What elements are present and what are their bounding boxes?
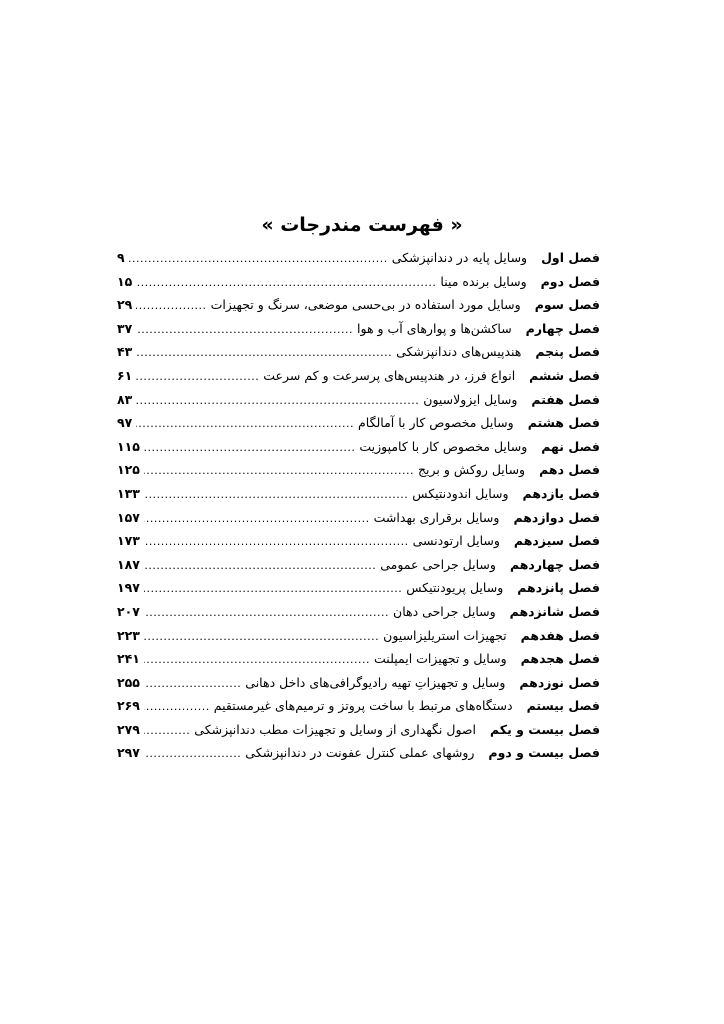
toc-topic: دستگاه‌های مرتبط با ساخت پروتز و ترمیم‌های غیرمستقیم bbox=[213, 698, 513, 714]
toc-topic: ساکشن‌ها و پوارهای آب و هوا bbox=[357, 320, 512, 336]
toc-page-number: ۴۳ bbox=[117, 344, 133, 360]
toc-dot-leader bbox=[144, 677, 241, 690]
toc-entry[interactable] bbox=[117, 392, 600, 416]
toc-chapter-label: فصل بیستم bbox=[526, 698, 600, 714]
toc-topic: وسایل پایه در دندانپزشکی bbox=[391, 250, 528, 265]
toc-chapter-label: فصل چهاردهم bbox=[509, 556, 600, 572]
toc-entry[interactable] bbox=[117, 745, 600, 769]
toc-page-number: ۲۵۵ bbox=[117, 674, 140, 690]
toc-topic: روشهای عملی کنترل عفونت در دندانپزشکی bbox=[245, 745, 475, 761]
toc-page-number: ۱۳۳ bbox=[117, 485, 140, 501]
toc-chapter-label: فصل شانزدهم bbox=[509, 603, 600, 619]
toc-entry[interactable] bbox=[117, 698, 600, 722]
toc-topic: وسایل و تجهیزاتِ تهیه رادیوگرافی‌های داخل دهانی bbox=[245, 674, 506, 690]
toc-entry[interactable] bbox=[117, 510, 600, 534]
toc-entry[interactable] bbox=[117, 368, 600, 392]
toc-chapter-label: فصل نهم bbox=[541, 438, 600, 454]
toc-entry[interactable] bbox=[117, 415, 600, 439]
toc-page-number: ۲۹ bbox=[117, 297, 133, 313]
toc-dot-leader bbox=[144, 535, 409, 548]
toc-chapter-label: فصل بیست و یکم bbox=[490, 721, 600, 737]
toc-topic: وسایل اندودنتیکس bbox=[412, 485, 509, 501]
toc-dot-leader bbox=[144, 630, 379, 643]
toc-page-number: ۱۲۵ bbox=[117, 462, 140, 478]
toc-page-number: ۹ bbox=[117, 250, 125, 265]
toc-topic: وسایل مخصوص کار با آمالگام bbox=[358, 415, 514, 431]
toc-chapter-label: فصل دوم bbox=[540, 273, 600, 289]
toc-topic: وسایل ایزولاسیون bbox=[423, 391, 518, 407]
toc-dot-leader bbox=[136, 370, 259, 383]
toc-page-number: ۱۹۷ bbox=[117, 580, 140, 596]
toc-topic: وسایل برنده مینا bbox=[440, 273, 527, 289]
toc-dot-leader bbox=[144, 582, 402, 595]
toc-entry[interactable] bbox=[117, 675, 600, 699]
toc-dot-leader bbox=[136, 299, 206, 312]
toc-page-number: ۹۷ bbox=[117, 415, 133, 431]
toc-topic: اصول نگهداری از وسایل و تجهیزات مطب دندانپزشکی bbox=[194, 721, 476, 737]
toc-chapter-label: فصل یازدهم bbox=[522, 485, 600, 501]
toc-topic: وسایل مخصوص کار با کامپوزیت bbox=[359, 438, 528, 454]
toc-entry[interactable] bbox=[117, 250, 600, 274]
toc-entry[interactable] bbox=[117, 533, 600, 557]
toc-dot-leader bbox=[144, 441, 355, 454]
toc-dot-leader bbox=[144, 606, 389, 619]
toc-dot-leader bbox=[136, 394, 419, 407]
toc-title: « فهرست مندرجات » bbox=[261, 214, 463, 236]
toc-list bbox=[117, 250, 600, 769]
toc-entry[interactable] bbox=[117, 321, 600, 345]
toc-entry[interactable] bbox=[117, 557, 600, 581]
toc-entry[interactable] bbox=[117, 439, 600, 463]
toc-entry[interactable] bbox=[117, 604, 600, 628]
toc-entry[interactable] bbox=[117, 274, 600, 298]
toc-topic: تجهیزات استریلیزاسیون bbox=[383, 627, 507, 643]
toc-entry[interactable] bbox=[117, 580, 600, 604]
toc-dot-leader bbox=[144, 488, 408, 501]
toc-chapter-label: فصل دوازدهم bbox=[513, 509, 600, 525]
toc-topic: انواع فرز، در هندپیس‌های پرسرعت و کم سرعت bbox=[263, 367, 516, 383]
toc-dot-leader bbox=[136, 346, 392, 359]
toc-chapter-label: فصل هفدهم bbox=[520, 627, 600, 643]
toc-page-number: ۲۷۹ bbox=[117, 721, 140, 737]
toc-dot-leader bbox=[144, 724, 190, 737]
toc-chapter-label: فصل سیزدهم bbox=[513, 533, 600, 549]
toc-chapter-label: فصل نوزدهم bbox=[519, 674, 600, 690]
toc-chapter-label: فصل هشتم bbox=[527, 415, 600, 431]
toc-page-number: ۱۵۷ bbox=[117, 509, 140, 525]
toc-topic: وسایل برقراری بهداشت bbox=[373, 509, 500, 525]
toc-entry[interactable] bbox=[117, 651, 600, 675]
toc-dot-leader bbox=[136, 323, 353, 336]
toc-page-number: ۶۱ bbox=[117, 367, 133, 383]
toc-chapter-label: فصل دهم bbox=[539, 462, 600, 478]
toc-entry[interactable] bbox=[117, 628, 600, 652]
toc-dot-leader bbox=[144, 653, 370, 666]
toc-entry[interactable] bbox=[117, 722, 600, 746]
toc-chapter-label: فصل هفتم bbox=[531, 391, 600, 407]
toc-chapter-label: فصل پانزدهم bbox=[517, 580, 600, 596]
toc-chapter-label: فصل اول bbox=[541, 250, 600, 265]
toc-topic: وسایل جراحی عمومی bbox=[380, 556, 496, 572]
toc-dot-leader bbox=[144, 700, 210, 713]
toc-page-number: ۱۸۷ bbox=[117, 556, 140, 572]
toc-chapter-label: فصل بیست و دوم bbox=[488, 745, 600, 761]
toc-entry[interactable] bbox=[117, 462, 600, 486]
toc-chapter-label: فصل ششم bbox=[529, 367, 600, 383]
toc-topic: وسایل جراحی دهان bbox=[393, 603, 496, 619]
toc-dot-leader bbox=[136, 276, 436, 289]
toc-chapter-label: فصل سوم bbox=[534, 297, 600, 313]
toc-topic: وسایل پریودنتیکس bbox=[406, 580, 504, 596]
toc-dot-leader bbox=[144, 464, 414, 477]
toc-page-number: ۳۷ bbox=[117, 320, 133, 336]
toc-chapter-label: فصل چهارم bbox=[525, 320, 600, 336]
toc-entry[interactable] bbox=[117, 486, 600, 510]
toc-page-number: ۲۴۱ bbox=[117, 651, 140, 667]
toc-page-number: ۱۱۵ bbox=[117, 438, 140, 454]
toc-dot-leader bbox=[144, 559, 376, 572]
toc-topic: وسایل روکش و بریج bbox=[417, 462, 526, 478]
toc-page-number: ۱۵ bbox=[117, 273, 133, 289]
toc-topic: وسایل ارتودنسی bbox=[412, 533, 500, 549]
toc-entry[interactable] bbox=[117, 344, 600, 368]
toc-page-number: ۲۲۳ bbox=[117, 627, 140, 643]
toc-chapter-label: فصل هجدهم bbox=[520, 651, 600, 667]
toc-page-number: ۲۰۷ bbox=[117, 603, 140, 619]
toc-page-number: ۲۹۷ bbox=[117, 745, 140, 761]
toc-chapter-label: فصل پنجم bbox=[535, 344, 600, 360]
toc-entry[interactable] bbox=[117, 297, 600, 321]
toc-topic: وسایل و تجهیزات ایمپلنت bbox=[374, 651, 507, 667]
toc-dot-leader bbox=[144, 512, 370, 525]
toc-topic: وسایل مورد استفاده در بی‌حسی موضعی، سرنگ و تجهیزات bbox=[210, 297, 521, 313]
toc-page-number: ۲۶۹ bbox=[117, 698, 140, 714]
toc-page-number: ۸۳ bbox=[117, 391, 133, 407]
toc-page-number: ۱۷۳ bbox=[117, 533, 140, 549]
toc-dot-leader bbox=[136, 417, 354, 430]
toc-dot-leader bbox=[144, 747, 241, 760]
toc-dot-leader bbox=[129, 252, 388, 265]
toc-topic: هندپیس‌های دندانپزشکی bbox=[396, 344, 522, 360]
